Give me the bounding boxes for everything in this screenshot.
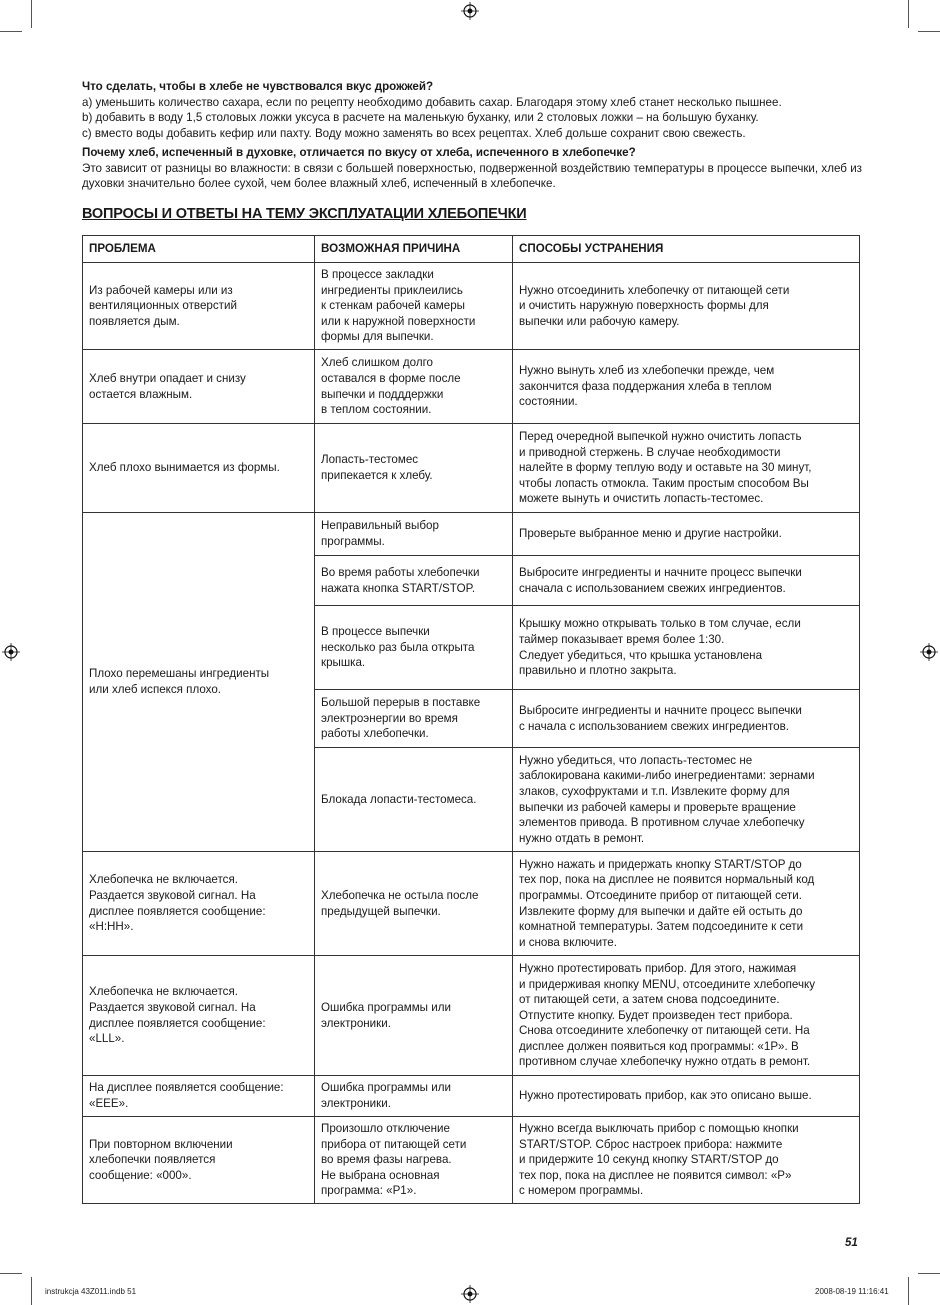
solution-cell: Выбросите ингредиенты и начните процесс выпечки сначала с использованием свежих ингредиентов.: [513, 556, 860, 606]
column-header-cause: ВОЗМОЖНАЯ ПРИЧИНА: [315, 236, 513, 263]
column-header-problem: ПРОБЛЕМА: [83, 236, 315, 263]
cause-cell: В процессе закладки ингредиенты приклеились к стенкам рабочей камеры или к наружной поверхности формы для выпечки.: [315, 263, 513, 350]
crop-mark: [31, 0, 32, 28]
solution-cell: Нужно протестировать прибор. Для этого, нажимая и придерживая кнопку MENU, отсоедините хлебопечку от питающей сети, а затем снова подсоедините. Отпустите кнопку. Будет произведен тест прибора. Снова отсоедините хлебопечку от питающей сети. На дисплее должен появиться код программы: «1P». В противном случае хлебопечку нужно отдать в ремонт.: [513, 956, 860, 1076]
crop-mark: [918, 1273, 940, 1274]
section-title: ВОПРОСЫ И ОТВЕТЫ НА ТЕМУ ЭКСПЛУАТАЦИИ ХЛЕБОПЕЧКИ: [82, 206, 527, 222]
page-number: 51: [845, 1237, 858, 1249]
problem-cell: Плохо перемешаны ингредиенты или хлеб испекся плохо.: [83, 513, 315, 852]
solution-cell: Нужно всегда выключать прибор с помощью кнопки START/STOP. Сброс настроек прибора: нажмите и придержите 10 секунд кнопку START/STOP до тех пор, пока на дисплее не появится символ: «P» с номером программы.: [513, 1117, 860, 1204]
cause-cell: Большой перерыв в поставке электроэнергии во время работы хлебопечки.: [315, 690, 513, 748]
cause-cell: Блокада лопасти-тестомеса.: [315, 748, 513, 852]
solution-cell: Нужно вынуть хлеб из хлебопечки прежде, чем закончится фаза поддержания хлеба в теплом состоянии.: [513, 350, 860, 424]
solution-cell: Проверьте выбранное меню и другие настройки.: [513, 513, 860, 556]
solution-cell: Нужно нажать и придержать кнопку START/STOP до тех пор, пока на дисплее не появится нормальный код программы. Отсоедините прибор от питающей сети. Извлеките форму для выпечки и дайте ей остыть до комнатной температуры. Затем подсоедините к сети и снова включите.: [513, 852, 860, 956]
solution-cell: Нужно убедиться, что лопасть-тестомес не заблокирована какими-либо инегредиентами: зернами злаков, сухофруктами и т.п. Извлеките форму для выпечки из рабочей камеры и проверьте вращение элементов привода. В противном случае хлебопечку нужно отдать в ремонт.: [513, 748, 860, 852]
faq-question: Почему хлеб, испеченный в духовке, отличается по вкусу от хлеба, испеченного в хлебопечке?: [82, 146, 636, 159]
problem-cell: На дисплее появляется сообщение: «EEE».: [83, 1076, 315, 1117]
solution-cell: Нужно протестировать прибор, как это описано выше.: [513, 1076, 860, 1117]
table-row: [83, 263, 860, 350]
table-row: [83, 1076, 860, 1117]
crop-mark: [918, 31, 940, 32]
solution-cell: Выбросите ингредиенты и начните процесс выпечки с начала с использованием свежих ингредиентов.: [513, 690, 860, 748]
table-header-row: [83, 236, 860, 263]
table-row: [83, 956, 860, 1076]
registration-mark-icon: [461, 1285, 479, 1303]
faq-answer: b) добавить в воду 1,5 столовых ложки уксуса в расчете на маленькую буханку, или 2 столовых ложки – на большую буханку.: [82, 111, 759, 124]
registration-mark-icon: [920, 643, 938, 661]
faq-block-yeast: [82, 79, 862, 141]
crop-mark: [0, 1273, 22, 1274]
crop-mark: [31, 1277, 32, 1305]
footer-timestamp: 2008-08-19 11:16:41: [815, 1287, 889, 1296]
cause-cell: Хлебопечка не остыла после предыдущей выпечки.: [315, 852, 513, 956]
solution-cell: Крышку можно открывать только в том случае, если таймер показывает время более 1:30. Следует убедиться, что крышка установлена правильно и плотно закрыта.: [513, 606, 860, 690]
cause-cell: Произошло отключение прибора от питающей сети во время фазы нагрева. Не выбрана основная программа: «P1».: [315, 1117, 513, 1204]
crop-mark: [908, 1277, 909, 1305]
table-row: [83, 1117, 860, 1204]
registration-mark-icon: [461, 2, 479, 20]
solution-cell: Нужно отсоединить хлебопечку от питающей сети и очистить наружную поверхность формы для выпечки или рабочую камеру.: [513, 263, 860, 350]
cause-cell: Ошибка программы или электроники.: [315, 956, 513, 1076]
column-header-solution: СПОСОБЫ УСТРАНЕНИЯ: [513, 236, 860, 263]
cause-cell: Лопасть-тестомес припекается к хлебу.: [315, 424, 513, 513]
problem-cell: Хлеб плохо вынимается из формы.: [83, 424, 315, 513]
faq-block-oven: [82, 145, 862, 192]
cause-cell: В процессе выпечки несколько раз была открыта крышка.: [315, 606, 513, 690]
table-row: [83, 424, 860, 513]
problem-cell: Хлебопечка не включается. Раздается звуковой сигнал. На дисплее появляется сообщение: «H:HH».: [83, 852, 315, 956]
faq-answer: Это зависит от разницы во влажности: в связи с большей поверхностью, подверженной воздействию температуры в процессе выпечки, хлеб из духовки значительно более сухой, чем более влажный хлеб, испеченный в хлебопечке.: [82, 161, 862, 190]
crop-mark: [0, 31, 22, 32]
faq-question: Что сделать, чтобы в хлебе не чувствовался вкус дрожжей?: [82, 80, 434, 93]
problem-cell: Хлеб внутри опадает и снизу остается влажным.: [83, 350, 315, 424]
footer-file-name: instrukcja 43Z011.indb 51: [45, 1287, 137, 1296]
problem-cell: Из рабочей камеры или из вентиляционных отверстий появляется дым.: [83, 263, 315, 350]
cause-cell: Ошибка программы или электроники.: [315, 1076, 513, 1117]
problem-cell: Хлебопечка не включается. Раздается звуковой сигнал. На дисплее появляется сообщение: «LLL».: [83, 956, 315, 1076]
solution-cell: Перед очередной выпечкой нужно очистить лопасть и приводной стержень. В случае необходимости налейте в форму теплую воду и оставьте на 30 минут, чтобы лопасть отмокла. Таким простым способом Вы можете вынуть и очистить лопасть-тестомес.: [513, 424, 860, 513]
cause-cell: Неправильный выбор программы.: [315, 513, 513, 556]
table-row: [83, 852, 860, 956]
faq-answer: a) уменьшить количество сахара, если по рецепту необходимо добавить сахар. Благодаря этому хлеб станет несколько пышнее.: [82, 95, 782, 109]
problem-cell: При повторном включении хлебопечки появляется сообщение: «000».: [83, 1117, 315, 1204]
table-row: [83, 350, 860, 424]
cause-cell: Хлеб слишком долго оставался в форме после выпечки и подддержки в теплом состоянии.: [315, 350, 513, 424]
faq-answer: c) вместо воды добавить кефир или пахту. Воду можно заменять во всех рецептах. Хлеб дольше сохранит свою свежесть.: [82, 126, 746, 140]
registration-mark-icon: [2, 643, 20, 661]
crop-mark: [908, 0, 909, 28]
table-row: [83, 513, 860, 556]
troubleshooting-table: [82, 235, 860, 1204]
cause-cell: Во время работы хлебопечки нажата кнопка START/STOP.: [315, 556, 513, 606]
